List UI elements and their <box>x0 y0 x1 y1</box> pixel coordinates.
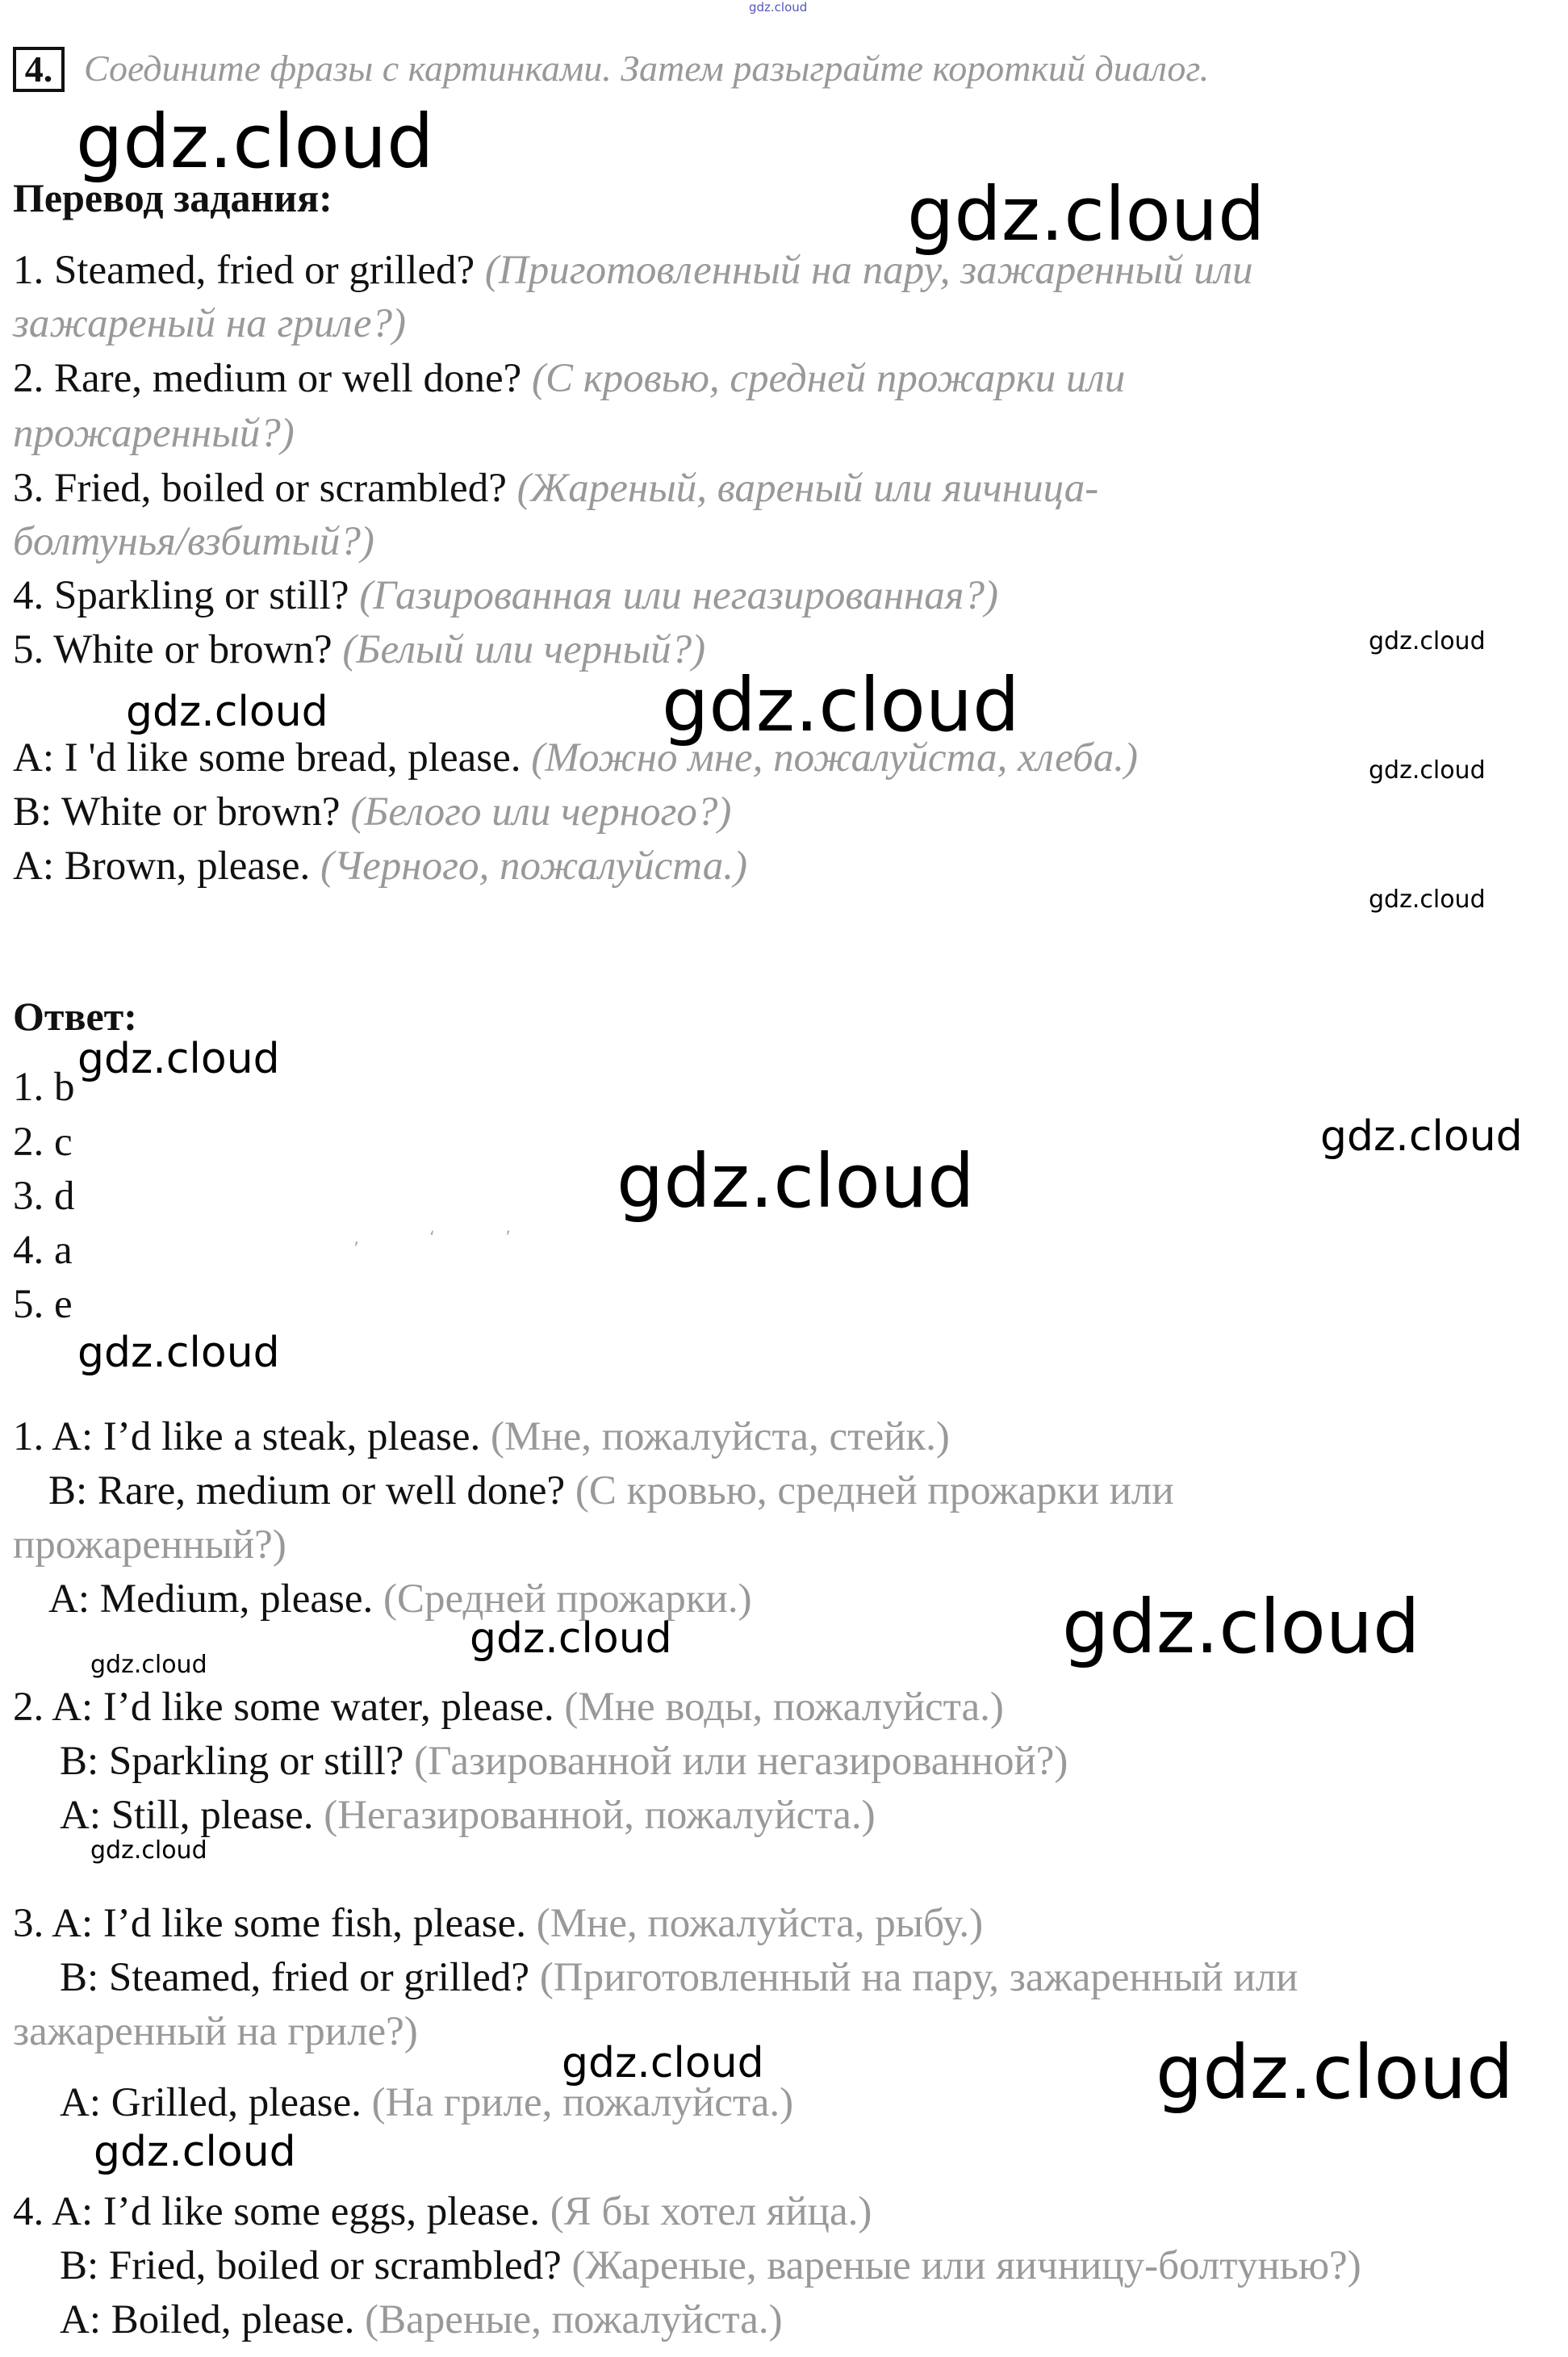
phrase-ru: (Газированная или негазированная?) <box>359 573 998 618</box>
watermark: gdz.cloud <box>1156 2029 1514 2116</box>
watermark: gdz.cloud <box>1320 1112 1523 1161</box>
watermark: gdz.cloud <box>90 1836 207 1865</box>
watermark: gdz.cloud <box>470 1614 672 1663</box>
dialogue-en: A: Brown, please. <box>13 844 311 889</box>
phrase-ru: (Белый или черный?) <box>342 627 706 672</box>
task-number: 4. <box>13 47 65 92</box>
watermark: gdz.cloud <box>76 98 434 185</box>
top-watermark: gdz.cloud <box>749 0 808 15</box>
translation-heading: Перевод задания: <box>13 175 332 220</box>
dialogue-en: B: Steamed, fried or grilled? <box>60 1955 530 2000</box>
dialogue-ru: (Негазированной, пожалуйста.) <box>324 1793 876 1838</box>
match-item: 2. c <box>13 1120 73 1165</box>
scan-specks: ‚ ‘ ’ <box>353 1229 543 1249</box>
match-item: 1. b <box>13 1065 75 1110</box>
dialogue-en: A: Still, please. <box>60 1793 314 1838</box>
answer-heading: Ответ: <box>13 994 137 1039</box>
watermark: gdz.cloud <box>617 1138 975 1225</box>
dialogue-ru: (Мне, пожалуйста, рыбу.) <box>536 1901 984 1946</box>
match-item: 4. a <box>13 1228 73 1273</box>
dialogue-line <box>13 1687 1004 1728</box>
dialogue-ru-continued: зажаренный на гриле?) <box>13 2009 418 2054</box>
dialogue-line <box>13 846 747 887</box>
phrase-en: 2. Rare, medium or well done? <box>13 356 522 401</box>
dialogue-en: 1. A: I’d like a steak, please. <box>13 1414 481 1459</box>
dialogue-ru: (Мне, пожалуйста, стейк.) <box>490 1414 950 1459</box>
dialogue-en: B: Sparkling or still? <box>60 1739 404 1784</box>
watermark: gdz.cloud <box>1062 1584 1420 1670</box>
dialogue-en: A: Boiled, please. <box>60 2297 355 2342</box>
watermark: gdz.cloud <box>662 662 1020 748</box>
dialogue-en: B: White or brown? <box>13 789 341 835</box>
phrase-en: 5. White or brown? <box>13 627 332 672</box>
watermark: gdz.cloud <box>77 1035 280 1083</box>
dialogue-line <box>13 1414 950 1459</box>
phrase-ru: (Жареный, вареный или яичница- <box>516 466 1099 511</box>
watermark: gdz.cloud <box>1369 885 1486 914</box>
dialogue-en: B: Rare, medium or well done? <box>48 1468 566 1513</box>
watermark: gdz.cloud <box>126 688 328 736</box>
watermark: gdz.cloud <box>94 2128 296 2176</box>
translation-item <box>13 358 1125 400</box>
phrase-ru-continued: прожаренный?) <box>13 411 295 456</box>
dialogue-line <box>48 1468 1174 1513</box>
watermark: gdz.cloud <box>907 171 1265 257</box>
watermark: gdz.cloud <box>77 1329 280 1377</box>
phrase-en: 4. Sparkling or still? <box>13 573 349 618</box>
dialogue-ru: (Черного, пожалуйста.) <box>320 844 747 889</box>
dialogue-en: 3. A: I’d like some fish, please. <box>13 1901 526 1946</box>
match-item: 3. d <box>13 1174 75 1219</box>
dialogue-ru-continued: прожаренный?) <box>13 1522 286 1568</box>
dialogue-en: A: Medium, please. <box>48 1576 374 1622</box>
dialogue-en: A: Grilled, please. <box>60 2080 362 2125</box>
translation-item <box>13 468 1098 509</box>
dialogue-ru: (Можно мне, пожалуйста, хлеба.) <box>531 735 1138 781</box>
dialogue-line <box>60 1957 1298 1999</box>
dialogue-en: 2. A: I’d like some water, please. <box>13 1685 554 1730</box>
phrase-en: 1. Steamed, fried or grilled? <box>13 248 475 293</box>
translation-item <box>13 573 998 618</box>
dialogue-line <box>13 2189 872 2234</box>
dialogue-ru: (Вареные, пожалуйста.) <box>365 2297 783 2342</box>
phrase-en: 3. Fried, boiled or scrambled? <box>13 466 507 511</box>
dialogue-ru: (Белого или черного?) <box>350 789 732 835</box>
task-instruction: Соедините фразы с картинками. Затем разыграйте короткий диалог. <box>84 48 1210 89</box>
dialogue-ru: (Мне воды, пожалуйста.) <box>564 1685 1004 1730</box>
dialogue-en: 4. A: I’d like some eggs, please. <box>13 2189 540 2234</box>
dialogue-line <box>13 1903 983 1945</box>
dialogue-ru: (На гриле, пожалуйста.) <box>371 2080 794 2125</box>
phrase-ru-continued: болтунья/взбитый?) <box>13 519 374 564</box>
dialogue-en: B: Fried, boiled or scrambled? <box>60 2243 562 2288</box>
dialogue-ru: (Газированной или негазированной?) <box>414 1739 1068 1784</box>
dialogue-ru: (С кровью, средней прожарки или <box>575 1468 1174 1513</box>
dialogue-line <box>60 1795 876 1836</box>
dialogue-line <box>60 2243 1361 2288</box>
dialogue-line <box>13 789 732 835</box>
phrase-ru: (С кровью, средней прожарки или <box>531 356 1126 401</box>
watermark: gdz.cloud <box>90 1651 207 1679</box>
dialogue-ru: (Средней прожарки.) <box>383 1576 752 1622</box>
dialogue-en: A: I 'd like some bread, please. <box>13 735 521 781</box>
match-item: 5. e <box>13 1282 73 1327</box>
dialogue-ru: (Жареные, вареные или яичницу-болтунью?) <box>571 2243 1361 2288</box>
watermark: gdz.cloud <box>1369 627 1486 655</box>
watermark: gdz.cloud <box>562 2039 764 2087</box>
watermark: gdz.cloud <box>1369 756 1486 785</box>
dialogue-ru: (Я бы хотел яйца.) <box>550 2189 872 2234</box>
phrase-ru-continued: зажареный на гриле?) <box>13 301 406 346</box>
dialogue-line <box>60 1741 1068 1782</box>
dialogue-ru: (Приготовленный на пару, зажаренный или <box>539 1955 1298 2000</box>
translation-item <box>13 627 706 672</box>
phrase-ru: (Приготовленный на пару, зажаренный или <box>484 248 1253 293</box>
dialogue-line <box>60 2080 794 2125</box>
dialogue-line <box>60 2297 783 2342</box>
